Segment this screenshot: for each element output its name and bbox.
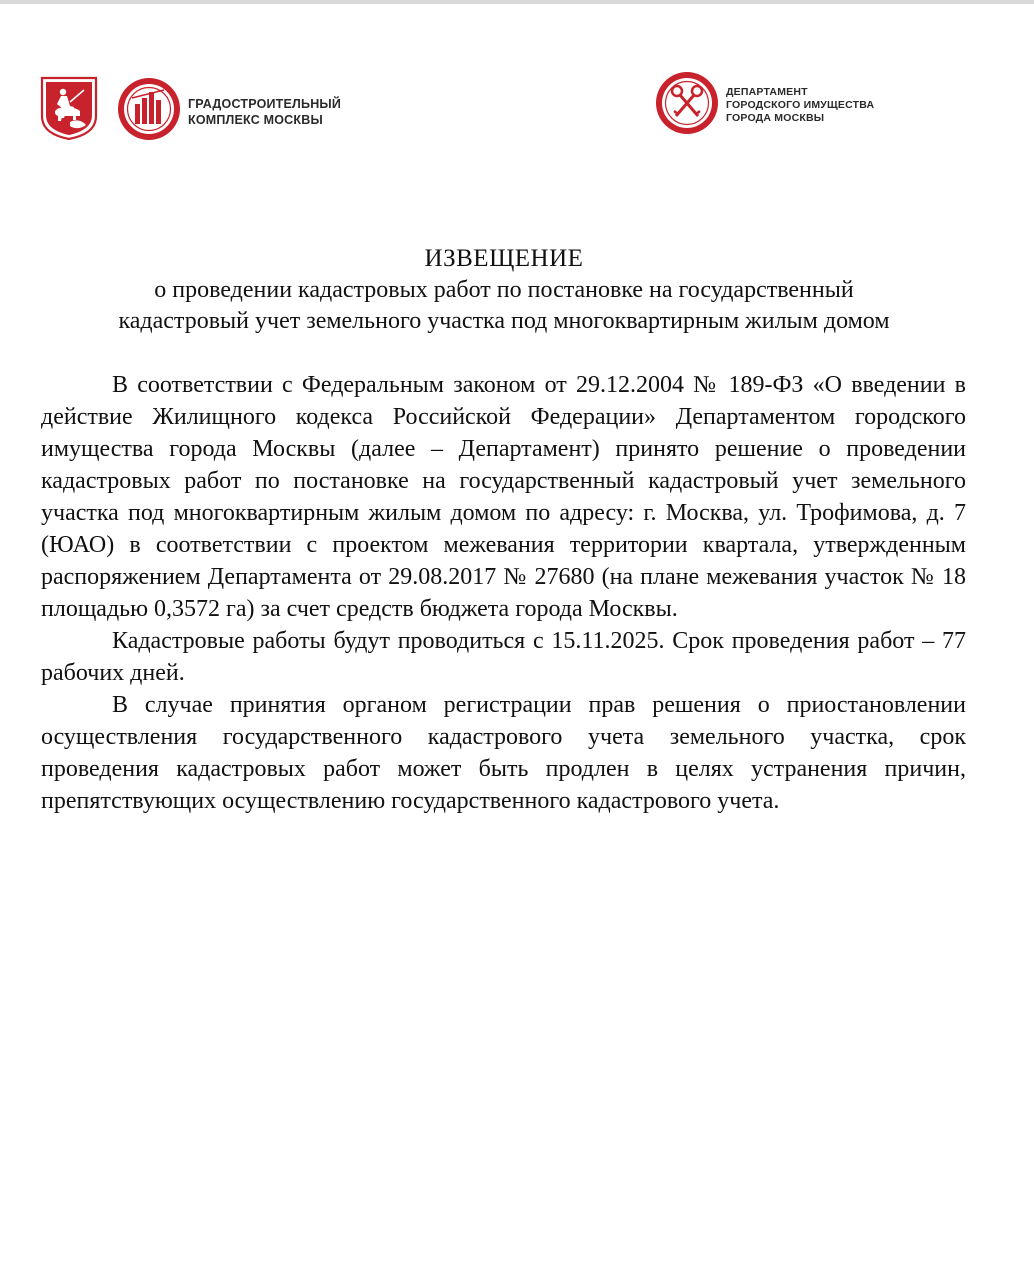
gradcomplex-logo-text <box>188 96 341 128</box>
document-title-block <box>20 243 988 337</box>
gradcomplex-logo <box>116 76 341 147</box>
keys-emblem-icon <box>654 70 720 141</box>
paragraph-legal-basis: В соответствии с Федеральным законом от 29.12.2004 № 189-ФЗ «О введении в действие Жилищного кодекса Российской Федерации» Департаментом городского имущества города Москвы (далее – Департамент) принято решение о проведении кадастровых работ по постановке на государственный кадастровый учет земельного участка под многоквартирным жилым домом по адресу: г. Москва, ул. Трофимова, д. 7 (ЮАО) в соответствии с проектом межевания территории квартала, утвержденным распоряжением Департамента от 29.08.2017 № 27680 (на плане межевания участок № 18 площадью 0,3572 га) за счет средств бюджета города Москвы. <box>41 372 966 622</box>
document-subtitle-line1: о проведении кадастровых работ по постановке на государственный <box>154 277 854 303</box>
department-logo-text <box>726 86 874 125</box>
moscow-coat-of-arms-icon <box>40 76 98 140</box>
department-line1: ДЕПАРТАМЕНТ <box>726 86 808 98</box>
department-line3: ГОРОДА МОСКВЫ <box>726 112 825 124</box>
letterhead <box>0 0 1034 160</box>
paragraph-work-period: Кадастровые работы будут проводиться с 15.11.2025. Срок проведения работ – 77 рабочих дней. <box>41 628 966 686</box>
department-line2: ГОРОДСКОГО ИМУЩЕСТВА <box>726 99 875 111</box>
paragraph-suspension: В случае принятия органом регистрации прав решения о приостановлении осуществления государственного кадастрового учета земельного участка, срок проведения кадастровых работ может быть продлен в целях устранения причин, препятствующих осуществлению государственного кадастрового учета. <box>41 692 966 814</box>
document-body <box>41 369 966 817</box>
department-logo <box>654 70 874 141</box>
document-subtitle-line2: кадастровый учет земельного участка под многоквартирным жилым домом <box>118 308 890 334</box>
document-title: ИЗВЕЩЕНИЕ <box>424 245 584 272</box>
gradcomplex-line2: КОМПЛЕКС МОСКВЫ <box>188 112 323 127</box>
gradcomplex-line1: ГРАДОСТРОИТЕЛЬНЫЙ <box>188 96 342 111</box>
gradcomplex-emblem-icon <box>116 76 182 147</box>
